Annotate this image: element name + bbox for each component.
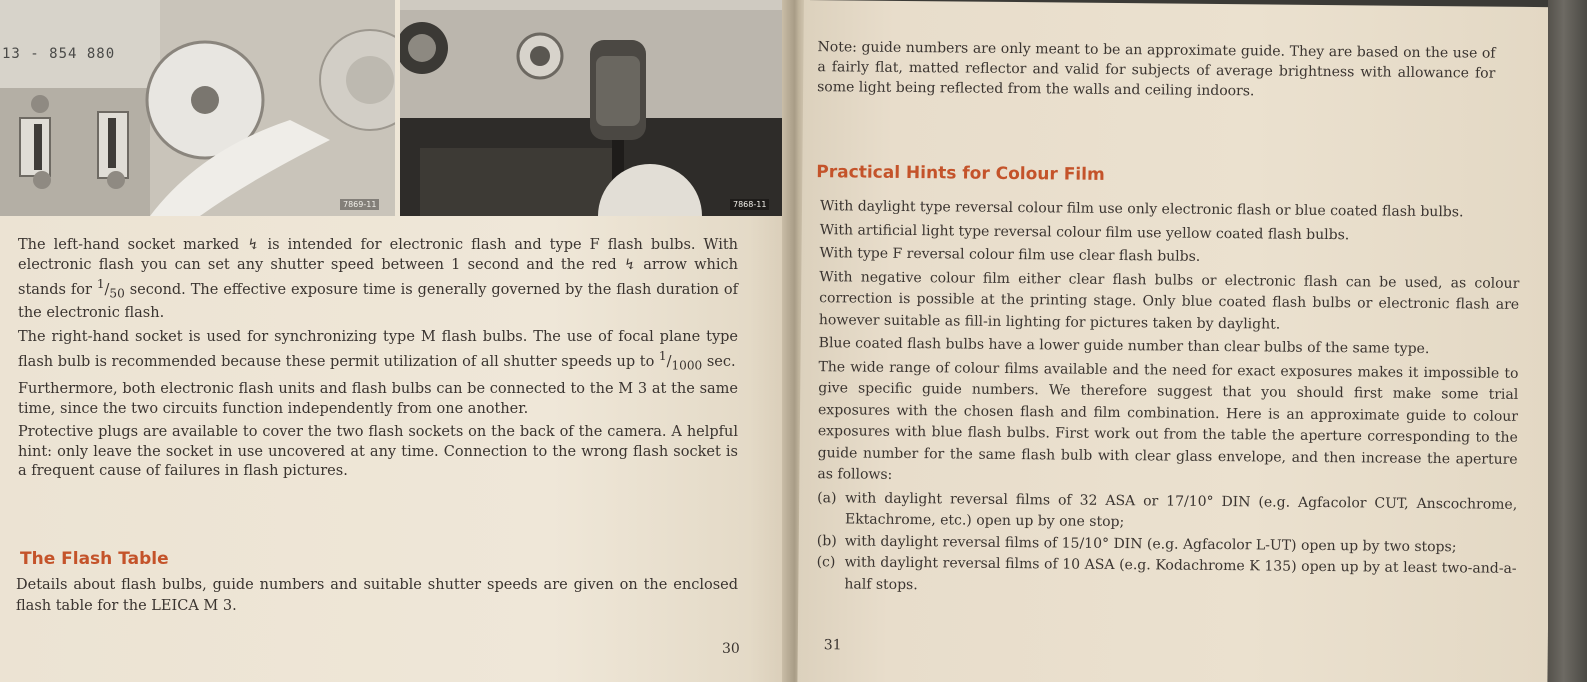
right-page — [797, 0, 1554, 682]
left-body-text — [18, 236, 738, 486]
list-item-text: with daylight reversal films of 32 ASA or 17/10° DIN (e.g. Agfacolor CUT, Anscochrome, Ektachrome, etc.) open up by one stop; — [844, 489, 1518, 531]
left-page — [0, 0, 788, 682]
paragraph-both-circuits: Furthermore, both electronic flash units and flash bulbs can be connected to the M 3 at the same time, since the two circuits function independently from one another. — [18, 381, 738, 417]
list-item — [817, 488, 1517, 538]
paragraph-flash-sockets: The left-hand socket marked ↯ is intended for electronic flash and type F flash bulbs. With electronic flash you can set any shutter speed between 1 second and the red ↯ arrow which stands for $^1/_{50}$ second. The effective exposure time is generally governed by the flash duration of the electronic flash. — [18, 237, 739, 322]
list-item-label: (b) — [816, 532, 837, 549]
page-number-left: 30 — [722, 641, 740, 657]
list-item-label: (c) — [816, 554, 836, 571]
colour-film-heading: Practical Hints for Colour Film — [816, 162, 1105, 185]
camera-serial-number: 13 - 854 880 — [2, 46, 116, 62]
hint-daylight: With daylight type reversal colour film use only electronic flash or blue coated flash bulbs. — [819, 198, 1464, 221]
paragraph-protective-plugs: Protective plugs are available to cover the two flash sockets on the back of the camera. A helpful hint: only leave the socket in use uncovered at any time. Connection to the wrong flash socket is a frequent cause of failures in flash pictures. — [18, 424, 738, 480]
list-item-label: (a) — [817, 489, 837, 506]
hint-artificial: With artificial light type reversal colour film use yellow coated flash bulbs. — [819, 221, 1350, 243]
flash-symbol-icon: ↯ — [247, 237, 260, 253]
camera-back-badge-photo — [400, 0, 784, 216]
table-background — [1548, 0, 1587, 682]
hint-trial-exposures: The wide range of colour films available and the need for exact exposures makes it impossible to give specific guide numbers. We therefore suggest that you should first make some trial exposures with the chosen flash and film combination. Here is an approximate guide to colour exposures with blue flash bulbs. First work out from the table the aperture corresponding to the guide number for the same flash bulb with clear glass envelope, and then increase the aperture as follows: — [817, 358, 1519, 483]
camera-shutter-dial-photo — [0, 0, 395, 216]
colour-film-hints — [816, 196, 1520, 602]
flash-symbol-icon: ↯ — [623, 256, 637, 273]
paragraph-right-socket: The right-hand socket is used for synchronizing type M flash bulbs. The use of focal plane type flash bulb is recommended because these permit utilization of all shutter speeds up to $^1/_{1000}$ sec. — [18, 328, 738, 373]
flash-table-heading: The Flash Table — [20, 549, 169, 569]
list-item — [816, 552, 1516, 602]
guide-number-note: Note: guide numbers are only meant to be an approximate guide. They are based on the use of a fairly flat, matted reflector and valid for subjects of average brightness with allowance for some light being reflected from the walls and ceiling indoors. — [817, 39, 1496, 100]
hint-blue-coated: Blue coated flash bulbs have a lower guide number than clear bulbs of the same type. — [818, 335, 1430, 358]
hint-negative: With negative colour film either clear flash bulbs or electronic flash can be used, as colour correction is possible at the printing stage. Only blue coated flash bulbs or electronic flash are however suitable as fill-in lighting for pictures taken by daylight. — [818, 268, 1520, 333]
list-item-text: with daylight reversal films of 10 ASA (e.g. Kodachrome K 135) open up by at least two-and-a-half stops. — [844, 554, 1517, 593]
list-item-text: with daylight reversal films of 15/10° DIN (e.g. Agfacolor L-UT) open up by two stops; — [844, 532, 1457, 555]
photo-reference-a: 7869-11 — [340, 199, 379, 210]
hint-type-f: With type F reversal colour film use clear flash bulbs. — [819, 245, 1201, 265]
photo-reference-b: 7868-11 — [730, 199, 769, 210]
flash-table-paragraph: Details about flash bulbs, guide numbers and suitable shutter speeds are given on the enclosed flash table for the LEICA M 3. — [16, 577, 738, 614]
page-number-right: 31 — [823, 637, 842, 654]
